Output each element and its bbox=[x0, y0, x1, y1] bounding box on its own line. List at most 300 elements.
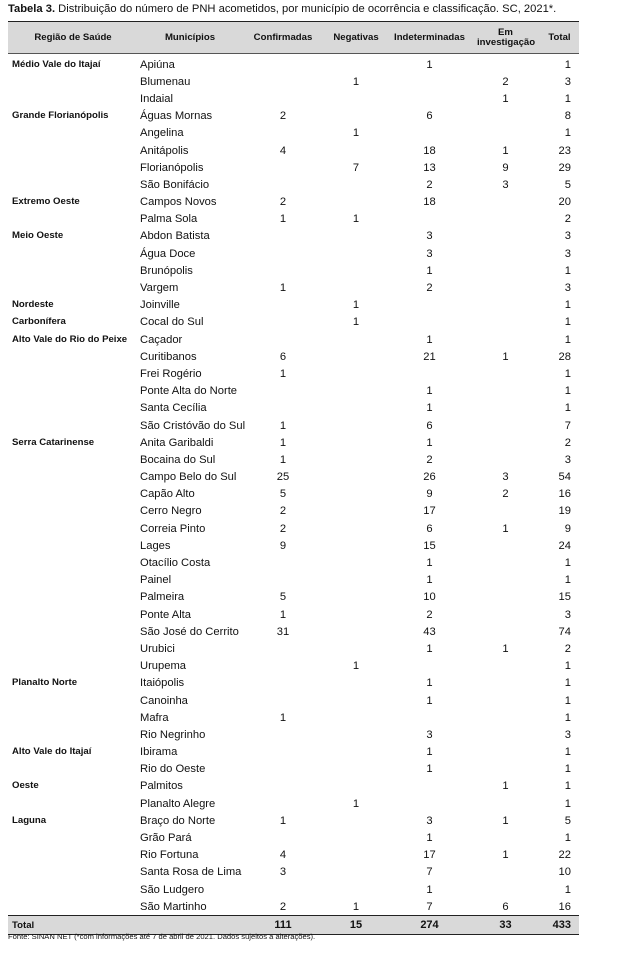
investigation-cell bbox=[471, 795, 540, 812]
investigation-cell: 1 bbox=[502, 642, 509, 655]
investigation-cell: 1 bbox=[502, 780, 509, 793]
table-row bbox=[8, 606, 579, 623]
investigation-cell bbox=[471, 554, 540, 571]
table-row bbox=[8, 554, 579, 571]
undetermined-cell: 13 bbox=[423, 161, 436, 174]
negative-cell: 1 bbox=[352, 797, 360, 810]
table-row bbox=[8, 589, 579, 606]
total-cell: 2 bbox=[564, 213, 571, 226]
municipality-cell: Santa Rosa de Lima bbox=[140, 866, 242, 879]
total-cell: 1 bbox=[564, 746, 571, 759]
total-cell: 3 bbox=[564, 453, 571, 466]
negative-cell bbox=[324, 675, 388, 692]
undetermined-cell: 26 bbox=[423, 471, 436, 484]
municipality-cell: Indaial bbox=[140, 92, 173, 105]
table-row bbox=[8, 314, 579, 331]
region-cell bbox=[8, 211, 138, 228]
investigation-cell: 3 bbox=[502, 471, 509, 484]
total-cell: 7 bbox=[564, 419, 571, 432]
table-row bbox=[8, 194, 579, 211]
investigation-cell: 3 bbox=[502, 178, 509, 191]
investigation-cell: 1 bbox=[502, 814, 509, 827]
header-undetermined: Indeterminadas bbox=[388, 22, 471, 54]
total-under-investigation: 33 bbox=[471, 916, 540, 935]
table-row bbox=[8, 675, 579, 692]
header-under-investigation: Em investigação bbox=[471, 22, 540, 54]
municipality-cell: Palma Sola bbox=[140, 213, 198, 226]
investigation-cell bbox=[471, 279, 540, 296]
region-cell: Grande Florianópolis bbox=[12, 110, 109, 122]
negative-cell bbox=[324, 503, 388, 520]
investigation-cell bbox=[471, 761, 540, 778]
region-cell bbox=[8, 262, 138, 279]
region-cell: Nordeste bbox=[12, 299, 54, 311]
undetermined-cell: 15 bbox=[423, 539, 436, 552]
confirmed-cell: 5 bbox=[279, 488, 287, 501]
negative-cell bbox=[324, 176, 388, 193]
municipality-cell: São Cristóvão do Sul bbox=[140, 419, 246, 432]
undetermined-cell bbox=[388, 125, 471, 142]
total-cell: 1 bbox=[564, 264, 571, 277]
table-row bbox=[8, 125, 579, 142]
total-cell: 1 bbox=[564, 367, 571, 380]
investigation-cell: 2 bbox=[502, 75, 509, 88]
municipality-cell: Capão Alto bbox=[140, 488, 195, 501]
table-row bbox=[8, 434, 579, 451]
header-confirmed: Confirmadas bbox=[242, 22, 324, 54]
investigation-cell bbox=[471, 537, 540, 554]
municipality-cell: Braço do Norte bbox=[140, 814, 216, 827]
municipality-cell: Abdon Batista bbox=[140, 230, 210, 243]
undetermined-cell bbox=[388, 658, 471, 675]
municipality-cell: São Martinho bbox=[140, 900, 207, 913]
region-cell bbox=[8, 572, 138, 589]
total-cell: 1 bbox=[564, 694, 571, 707]
undetermined-cell: 2 bbox=[426, 453, 433, 466]
undetermined-cell: 7 bbox=[426, 866, 433, 879]
header-municipality: Municípios bbox=[138, 22, 242, 54]
municipality-cell: São José do Cerrito bbox=[140, 625, 239, 638]
investigation-cell bbox=[471, 709, 540, 726]
region-cell bbox=[8, 589, 138, 606]
confirmed-cell bbox=[242, 881, 324, 898]
table-row bbox=[8, 245, 579, 262]
confirmed-cell: 9 bbox=[279, 539, 287, 552]
confirmed-cell: 5 bbox=[279, 591, 287, 604]
confirmed-cell: 4 bbox=[279, 849, 287, 862]
region-cell bbox=[8, 795, 138, 812]
total-cell: 3 bbox=[564, 230, 571, 243]
negative-cell bbox=[324, 709, 388, 726]
confirmed-cell bbox=[242, 795, 324, 812]
negative-cell bbox=[324, 469, 388, 486]
undetermined-cell: 6 bbox=[426, 522, 433, 535]
negative-cell bbox=[324, 90, 388, 107]
negative-cell: 1 bbox=[352, 316, 360, 329]
municipality-cell: Palmitos bbox=[140, 780, 183, 793]
investigation-cell: 1 bbox=[502, 350, 509, 363]
investigation-cell bbox=[471, 864, 540, 881]
table-row bbox=[8, 331, 579, 348]
undetermined-cell: 3 bbox=[426, 247, 433, 260]
municipality-cell: Rio Negrinho bbox=[140, 728, 206, 741]
region-cell bbox=[8, 761, 138, 778]
negative-cell: 1 bbox=[352, 299, 360, 312]
table-row bbox=[8, 54, 579, 74]
confirmed-cell bbox=[242, 744, 324, 761]
confirmed-cell: 1 bbox=[279, 213, 287, 226]
investigation-cell bbox=[471, 314, 540, 331]
region-cell bbox=[8, 469, 138, 486]
region-cell bbox=[8, 898, 138, 916]
total-cell: 3 bbox=[564, 282, 571, 295]
confirmed-cell bbox=[242, 73, 324, 90]
negative-cell bbox=[324, 572, 388, 589]
table-row bbox=[8, 658, 579, 675]
table-row bbox=[8, 142, 579, 159]
negative-cell bbox=[324, 589, 388, 606]
region-cell bbox=[8, 245, 138, 262]
header-row bbox=[8, 22, 579, 54]
municipality-cell: Cerro Negro bbox=[140, 505, 202, 518]
confirmed-cell: 2 bbox=[279, 522, 287, 535]
region-cell bbox=[8, 881, 138, 898]
total-cell: 29 bbox=[558, 161, 571, 174]
investigation-cell: 9 bbox=[502, 161, 509, 174]
region-cell bbox=[8, 658, 138, 675]
total-undetermined: 274 bbox=[388, 916, 471, 935]
undetermined-cell: 1 bbox=[426, 694, 433, 707]
total-label: Total bbox=[8, 916, 138, 935]
header-negative: Negativas bbox=[324, 22, 388, 54]
investigation-cell bbox=[471, 417, 540, 434]
undetermined-cell bbox=[388, 73, 471, 90]
investigation-cell bbox=[471, 400, 540, 417]
region-cell: Carbonífera bbox=[12, 316, 66, 328]
region-cell bbox=[8, 451, 138, 468]
municipality-cell: Planalto Alegre bbox=[140, 797, 216, 810]
undetermined-cell: 21 bbox=[423, 350, 436, 363]
confirmed-cell: 1 bbox=[279, 367, 287, 380]
confirmed-cell bbox=[242, 778, 324, 795]
total-cell: 1 bbox=[564, 797, 571, 810]
total-cell: 20 bbox=[558, 196, 571, 209]
negative-cell bbox=[324, 54, 388, 74]
table-row bbox=[8, 400, 579, 417]
negative-cell bbox=[324, 640, 388, 657]
municipality-cell: Canoinha bbox=[140, 694, 188, 707]
confirmed-cell bbox=[242, 692, 324, 709]
municipality-cell: Rio Fortuna bbox=[140, 849, 199, 862]
table-row bbox=[8, 520, 579, 537]
municipality-cell: Anitápolis bbox=[140, 144, 189, 157]
region-cell: Meio Oeste bbox=[12, 230, 64, 242]
table-row bbox=[8, 262, 579, 279]
region-cell: Serra Catarinense bbox=[12, 436, 95, 448]
confirmed-cell bbox=[242, 314, 324, 331]
total-cell: 24 bbox=[558, 539, 571, 552]
investigation-cell bbox=[471, 262, 540, 279]
table-row bbox=[8, 864, 579, 881]
investigation-cell bbox=[471, 245, 540, 262]
negative-cell bbox=[324, 451, 388, 468]
table-row bbox=[8, 348, 579, 365]
undetermined-cell: 1 bbox=[426, 557, 433, 570]
total-cell: 19 bbox=[558, 505, 571, 518]
region-cell bbox=[8, 623, 138, 640]
negative-cell: 1 bbox=[352, 75, 360, 88]
undetermined-cell bbox=[388, 709, 471, 726]
investigation-cell bbox=[471, 451, 540, 468]
table-row bbox=[8, 572, 579, 589]
confirmed-cell bbox=[242, 331, 324, 348]
confirmed-cell: 2 bbox=[279, 900, 287, 913]
municipality-cell: Grão Pará bbox=[140, 832, 192, 845]
negative-cell bbox=[324, 812, 388, 829]
negative-cell bbox=[324, 537, 388, 554]
municipality-cell: São Bonifácio bbox=[140, 178, 210, 191]
investigation-cell bbox=[471, 692, 540, 709]
municipality-cell: Frei Rogério bbox=[140, 367, 202, 380]
investigation-cell bbox=[471, 623, 540, 640]
region-cell: Oeste bbox=[12, 780, 39, 792]
total-cell: 3 bbox=[564, 247, 571, 260]
region-cell bbox=[8, 709, 138, 726]
municipality-cell: Otacílio Costa bbox=[140, 557, 211, 570]
undetermined-cell bbox=[388, 795, 471, 812]
undetermined-cell bbox=[388, 297, 471, 314]
total-confirmed: 111 bbox=[242, 916, 324, 935]
municipality-cell: Painel bbox=[140, 574, 172, 587]
investigation-cell bbox=[471, 125, 540, 142]
undetermined-cell: 10 bbox=[423, 591, 436, 604]
undetermined-cell: 1 bbox=[426, 402, 433, 415]
data-table bbox=[8, 21, 579, 935]
region-cell: Alto Vale do Itajaí bbox=[12, 746, 92, 758]
region-cell bbox=[8, 348, 138, 365]
undetermined-cell: 3 bbox=[426, 728, 433, 741]
region-cell bbox=[8, 73, 138, 90]
total-cell: 1 bbox=[564, 883, 571, 896]
region-cell bbox=[8, 829, 138, 846]
municipality-cell: Santa Cecília bbox=[140, 402, 207, 415]
confirmed-cell bbox=[242, 54, 324, 74]
investigation-cell: 1 bbox=[502, 849, 509, 862]
total-cell: 1 bbox=[564, 316, 571, 329]
total-cell: 1 bbox=[564, 711, 571, 724]
confirmed-cell bbox=[242, 400, 324, 417]
total-cell: 1 bbox=[564, 677, 571, 690]
undetermined-cell: 1 bbox=[426, 832, 433, 845]
table-row bbox=[8, 90, 579, 107]
negative-cell: 7 bbox=[352, 161, 360, 174]
table-row bbox=[8, 297, 579, 314]
municipality-cell: Urupema bbox=[140, 660, 187, 673]
municipality-cell: Joinville bbox=[140, 299, 180, 312]
undetermined-cell bbox=[388, 778, 471, 795]
confirmed-cell: 2 bbox=[279, 505, 287, 518]
total-cell: 16 bbox=[558, 900, 571, 913]
region-cell bbox=[8, 365, 138, 382]
negative-cell bbox=[324, 881, 388, 898]
municipality-cell: Ponte Alta do Norte bbox=[140, 385, 238, 398]
confirmed-cell bbox=[242, 726, 324, 743]
confirmed-cell bbox=[242, 176, 324, 193]
investigation-cell bbox=[471, 54, 540, 74]
total-cell: 1 bbox=[564, 385, 571, 398]
confirmed-cell: 4 bbox=[279, 144, 287, 157]
table-row bbox=[8, 744, 579, 761]
negative-cell: 1 bbox=[352, 127, 360, 140]
negative-cell bbox=[324, 383, 388, 400]
table-row bbox=[8, 486, 579, 503]
negative-cell: 1 bbox=[352, 900, 360, 913]
confirmed-cell: 2 bbox=[279, 196, 287, 209]
region-cell: Extremo Oeste bbox=[12, 196, 80, 208]
total-cell: 1 bbox=[564, 92, 571, 105]
investigation-cell bbox=[471, 211, 540, 228]
table-row bbox=[8, 365, 579, 382]
total-cell: 3 bbox=[564, 608, 571, 621]
region-cell bbox=[8, 176, 138, 193]
table-row bbox=[8, 108, 579, 125]
municipality-cell: Campos Novos bbox=[140, 196, 217, 209]
confirmed-cell bbox=[242, 262, 324, 279]
region-cell bbox=[8, 554, 138, 571]
undetermined-cell bbox=[388, 365, 471, 382]
total-cell: 1 bbox=[564, 763, 571, 776]
region-cell bbox=[8, 159, 138, 176]
municipality-cell: Itaiópolis bbox=[140, 677, 185, 690]
investigation-cell: 2 bbox=[502, 488, 509, 501]
table-row bbox=[8, 228, 579, 245]
undetermined-cell: 43 bbox=[423, 625, 436, 638]
table-row bbox=[8, 451, 579, 468]
negative-cell: 1 bbox=[352, 213, 360, 226]
table-row bbox=[8, 73, 579, 90]
investigation-cell bbox=[471, 726, 540, 743]
total-cell: 23 bbox=[558, 144, 571, 157]
undetermined-cell bbox=[388, 314, 471, 331]
negative-cell bbox=[324, 331, 388, 348]
total-cell: 54 bbox=[558, 471, 571, 484]
region-cell: Médio Vale do Itajaí bbox=[12, 58, 101, 70]
total-cell: 2 bbox=[564, 642, 571, 655]
table-row bbox=[8, 692, 579, 709]
region-cell bbox=[8, 520, 138, 537]
total-cell: 1 bbox=[564, 58, 571, 71]
caption-text: Distribuição do número de PNH acometidos, por município de ocorrência e classificação. SC, 2021*. bbox=[55, 3, 557, 15]
header-total: Total bbox=[540, 22, 579, 54]
negative-cell bbox=[324, 434, 388, 451]
undetermined-cell: 6 bbox=[426, 419, 433, 432]
undetermined-cell: 1 bbox=[426, 333, 433, 346]
confirmed-cell: 25 bbox=[276, 471, 290, 484]
negative-cell bbox=[324, 348, 388, 365]
table-row bbox=[8, 176, 579, 193]
negative-cell bbox=[324, 417, 388, 434]
table-row bbox=[8, 795, 579, 812]
investigation-cell bbox=[471, 365, 540, 382]
undetermined-cell: 1 bbox=[426, 677, 433, 690]
region-cell bbox=[8, 847, 138, 864]
municipality-cell: Água Doce bbox=[140, 247, 196, 260]
region-cell bbox=[8, 400, 138, 417]
region-cell bbox=[8, 606, 138, 623]
investigation-cell bbox=[471, 658, 540, 675]
caption-label: Tabela 3. bbox=[8, 3, 56, 15]
table-row bbox=[8, 881, 579, 898]
municipality-cell: Vargem bbox=[140, 282, 179, 295]
municipality-cell: Blumenau bbox=[140, 75, 191, 88]
total-cell: 1 bbox=[564, 299, 571, 312]
confirmed-cell bbox=[242, 245, 324, 262]
table-body bbox=[8, 54, 579, 916]
table-row bbox=[8, 778, 579, 795]
confirmed-cell: 31 bbox=[276, 625, 290, 638]
investigation-cell bbox=[471, 829, 540, 846]
municipality-cell: Apiúna bbox=[140, 58, 175, 71]
region-cell bbox=[8, 383, 138, 400]
undetermined-cell: 1 bbox=[426, 746, 433, 759]
table-row bbox=[8, 623, 579, 640]
confirmed-cell: 1 bbox=[279, 453, 287, 466]
municipality-cell: São Ludgero bbox=[140, 883, 205, 896]
negative-cell bbox=[324, 554, 388, 571]
investigation-cell: 6 bbox=[502, 900, 509, 913]
negative-cell bbox=[324, 142, 388, 159]
total-cell: 74 bbox=[558, 625, 571, 638]
total-cell: 22 bbox=[558, 849, 571, 862]
confirmed-cell: 2 bbox=[279, 110, 287, 123]
municipality-cell: Brunópolis bbox=[140, 264, 193, 277]
table-row bbox=[8, 709, 579, 726]
confirmed-cell bbox=[242, 159, 324, 176]
undetermined-cell bbox=[388, 211, 471, 228]
total-cell: 8 bbox=[564, 110, 571, 123]
undetermined-cell: 6 bbox=[426, 110, 433, 123]
table-row bbox=[8, 761, 579, 778]
source-note: Fonte: SINAN NET (*com informações até 7 de abril de 2021. Dados sujeitos a alterações). bbox=[8, 932, 316, 941]
region-cell bbox=[8, 142, 138, 159]
undetermined-cell: 1 bbox=[426, 385, 433, 398]
investigation-cell bbox=[471, 383, 540, 400]
municipality-cell: Urubici bbox=[140, 642, 175, 655]
municipality-cell: Rio do Oeste bbox=[140, 763, 206, 776]
region-cell bbox=[8, 503, 138, 520]
table-row bbox=[8, 812, 579, 829]
negative-cell: 1 bbox=[352, 660, 360, 673]
investigation-cell bbox=[471, 194, 540, 211]
municipality-cell: Campo Belo do Sul bbox=[140, 471, 237, 484]
table-row bbox=[8, 211, 579, 228]
confirmed-cell: 1 bbox=[279, 608, 287, 621]
municipality-cell: Cocal do Sul bbox=[140, 316, 204, 329]
undetermined-cell: 2 bbox=[426, 608, 433, 621]
confirmed-cell: 1 bbox=[279, 711, 287, 724]
undetermined-cell: 1 bbox=[426, 436, 433, 449]
table-row bbox=[8, 640, 579, 657]
confirmed-cell: 1 bbox=[279, 282, 287, 295]
region-cell bbox=[8, 279, 138, 296]
total-negative: 15 bbox=[324, 916, 388, 935]
region-cell: Laguna bbox=[12, 814, 47, 826]
table-row bbox=[8, 847, 579, 864]
undetermined-cell: 2 bbox=[426, 282, 433, 295]
total-cell: 1 bbox=[564, 832, 571, 845]
region-cell bbox=[8, 125, 138, 142]
investigation-cell bbox=[471, 297, 540, 314]
